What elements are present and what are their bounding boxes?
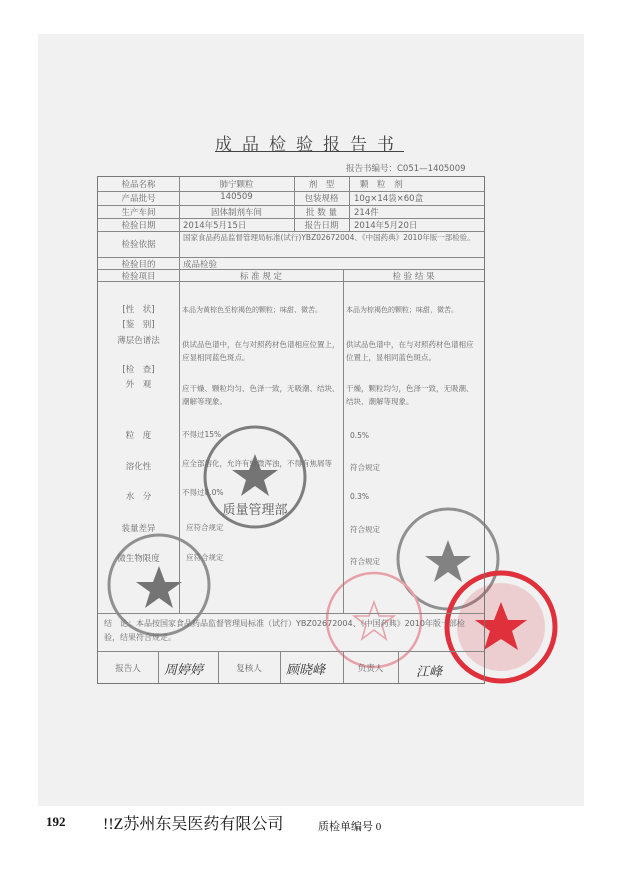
report-number: 报告书编号：C051—1405009 xyxy=(346,164,466,174)
item-result: 符合规定 xyxy=(350,557,380,566)
item-label: 薄层色谱法 xyxy=(117,336,160,346)
reviewer-label: 复核人 xyxy=(236,664,262,674)
page-number: 192 xyxy=(46,814,66,829)
label-inspection-date: 检验日期 xyxy=(121,221,156,231)
label-product-name: 检品名称 xyxy=(121,180,156,190)
item-result: 0.5% xyxy=(350,431,370,440)
item-standard: 应干燥、颗粒均匀、色泽一致，无吸潮、结块、潮解等现象。 xyxy=(182,384,340,406)
label-workshop: 生产车间 xyxy=(121,208,156,218)
document-title: 成品检验报告书 xyxy=(215,135,404,155)
label-package-spec: 包装规格 xyxy=(304,194,339,204)
reviewer-signature: 顾晓峰 xyxy=(286,663,326,678)
item-label: 装量差异 xyxy=(121,524,156,534)
batch-no: 140509 xyxy=(220,192,253,202)
item-label: 溶化性 xyxy=(125,462,152,472)
reporter-label: 报告人 xyxy=(115,664,141,674)
item-standard: 应符合规定 xyxy=(186,523,224,532)
conclusion: 结 论：本品按国家食品药品监督管理局标准（试行）YBZ02672004、《中国药典》2010年版一部检验，结果符合规定。 xyxy=(104,619,465,642)
product-name: 肺宁颗粒 xyxy=(219,180,254,190)
item-standard: 供试品色谱中，在与对照药材色谱相应位置上，应显相同蓝色斑点。 xyxy=(182,340,340,362)
label-basis: 检验依据 xyxy=(121,240,156,250)
batch-quantity: 214件 xyxy=(354,208,379,218)
item-standard: 应全部溶化，允许有轻微浑浊，不得有焦屑等 xyxy=(182,459,332,468)
label-purpose: 检验目的 xyxy=(121,260,156,270)
header-result: 检 验 结 果 xyxy=(392,272,435,282)
item-standard: 本品为黄棕色至棕褐色的颗粒；味甜、微苦。 xyxy=(182,306,322,314)
inspection-table xyxy=(97,176,485,684)
report-date: 2014年5月20日 xyxy=(354,221,418,231)
item-result: 干燥，颗粒均匀，色泽一致，无吸潮、结块、潮解等现象。 xyxy=(346,384,474,406)
manager-signature: 江峰 xyxy=(416,665,443,680)
item-result: 0.3% xyxy=(350,492,370,501)
inspection-date: 2014年5月15日 xyxy=(183,221,247,231)
footer-company: !!Z苏州东吴医药有限公司 xyxy=(103,816,284,833)
stamp-text: 质量管理部 xyxy=(222,503,288,518)
label-batch-quantity: 批 数 量 xyxy=(306,208,337,218)
item-result: 本品为棕褐色的颗粒；味甜，微苦。 xyxy=(346,306,458,314)
header-item: 检验项目 xyxy=(121,272,156,282)
item-result: 符合规定 xyxy=(350,463,380,472)
workshop: 固体制剂车间 xyxy=(210,208,262,218)
header-standard: 标 准 规 定 xyxy=(239,272,283,282)
item-label: 微生物限度 xyxy=(117,554,160,564)
form-number: 质检单编号 0 xyxy=(318,821,382,833)
basis-value: 国家食品药品监督管理局标准(试行)YBZ02672004、《中国药典》2010年版一部检验。 xyxy=(183,233,475,242)
label-batch-no: 产品批号 xyxy=(121,194,156,204)
item-standard: 应符合规定 xyxy=(186,553,224,562)
package-spec: 10g×14袋×60盒 xyxy=(354,194,424,204)
manager-label: 负责人 xyxy=(357,664,384,674)
item-standard: 不得过8.0% xyxy=(182,488,224,497)
item-label: [性 状] xyxy=(122,305,155,315)
dosage-form: 颗 粒 剂 xyxy=(360,180,403,190)
item-label: [鉴 别] xyxy=(122,320,155,330)
purpose-value: 成品检验 xyxy=(183,260,218,270)
reporter-signature: 周婷婷 xyxy=(164,663,204,678)
label-report-date: 报告日期 xyxy=(304,221,339,231)
item-label: 水 分 xyxy=(125,492,152,502)
label-dosage-form: 剂 型 xyxy=(308,180,335,190)
item-result: 符合规定 xyxy=(350,525,380,534)
item-label: [检 查] xyxy=(122,365,155,375)
item-result: 供试品色谱中，在与对照药材色谱相应位置上，显相同蓝色斑点。 xyxy=(346,340,474,362)
item-standard: 不得过15% xyxy=(182,430,222,439)
item-label: 外 观 xyxy=(125,380,152,390)
item-label: 粒 度 xyxy=(125,431,152,441)
